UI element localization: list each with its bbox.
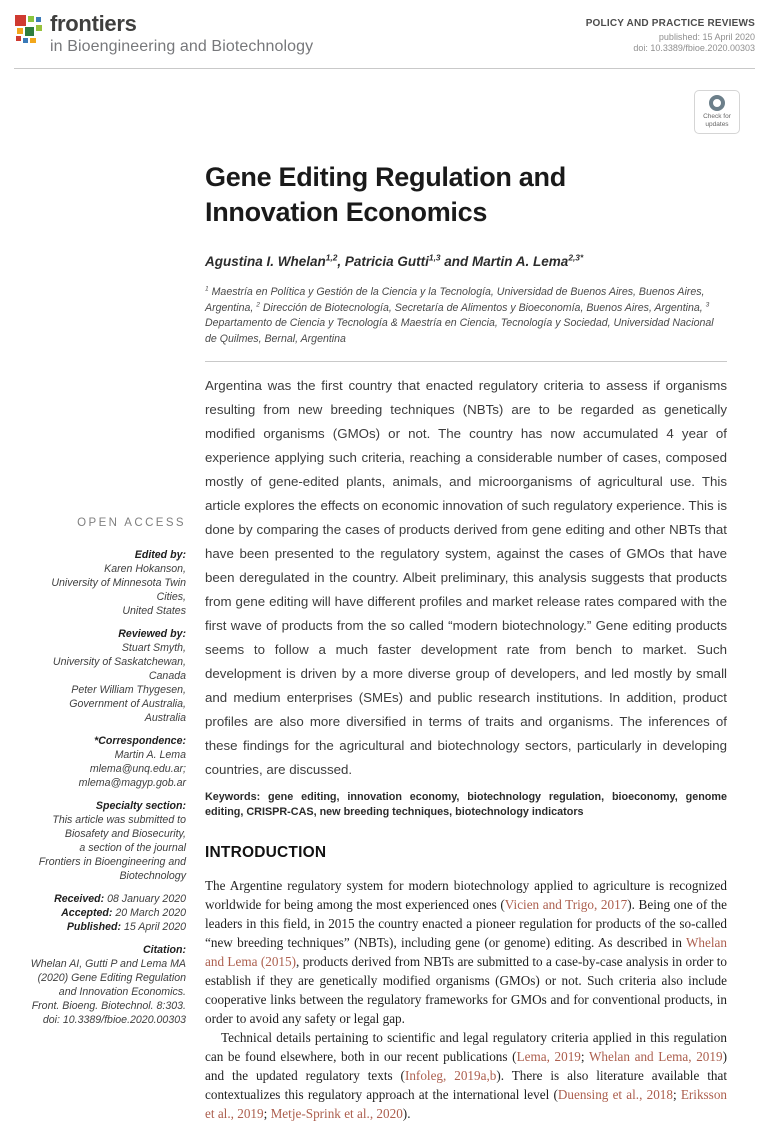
published-date (28, 920, 186, 934)
published-date: published: 15 April 2020 (658, 32, 755, 42)
received-date (28, 892, 186, 906)
abstract-text: Argentina was the first country that enacted regulatory criteria to assess if organisms resulting from new breeding techniques (NBTs) are to be regarded as genetically modified organisms (GMOs) or not. The country has now accumulated 4 year of experience applying such criteria, reaching a considerable number of cases, composed mostly of gene-edited plants, animals, and microorganisms of agricultural use. This article explores the effects on economic innovation of such regulatory experience. This is done by comparing the cases of products derived from gene editing and other NBTs that have been presented to the regulatory system, against the cases of GMOs that have been deregulated in the country. Albeit preliminary, this analysis suggests that products from gene editing will have different profiles and market release rates compared with the first wave of products from the so called “modern biotechnology.” Gene editing products seems to follow a much faster development rate from bench to market. Such development is driven by a more diverse group of developers, and led mostly by small and medium enterprises (SMEs) and public research institutions. In addition, product profiles are also more diversified in terms of traits and organisms. The inferences of these findings for the agricultural and biotechnology sectors, particularly in developing countries, are discussed. (205, 378, 727, 777)
accepted-value: 20 March 2020 (112, 907, 186, 919)
correspondence-name: Martin A. Lema (114, 749, 186, 761)
specialty-line: Biotechnology (119, 870, 186, 882)
reviewer-affiliation: Government of Australia, Australia (69, 698, 186, 724)
specialty-line: a section of the journal (79, 842, 186, 854)
intro-paragraph-2: Technical details pertaining to scientific and legal regulatory criteria applied in this regulation can be found elsewhere, both in our recent publications (Lema, 2019; Whelan and Lema, 2019) and the updated regulatory texts (Infoleg, 2019a,b). There is also literature available that contextualizes this regulatory approach at the international level (Duensing et al., 2018; Eriksson et al., 2019; Metje-Sprink et al., 2020). (205, 1030, 727, 1121)
citation-link[interactable]: Metje-Sprink et al., 2020 (270, 1106, 403, 1121)
citation-link[interactable]: Infoleg, 2019a,b (404, 1068, 497, 1083)
editor-affiliation: University of Minnesota Twin Cities, (51, 577, 186, 603)
specialty-line: This article was submitted to (52, 814, 186, 826)
authors-line: Agustina I. Whelan$^{1,2}$, Patricia Gutti$^{1,3}$ and Martin A. Lema$^{2,3*}$ (205, 252, 584, 269)
editor-country: United States (122, 605, 186, 617)
correspondence-email[interactable]: mlema@unq.edu.ar; (89, 763, 186, 775)
accepted-date (28, 906, 186, 920)
check-for-updates-badge[interactable] (694, 90, 740, 134)
correspondence-block (28, 734, 186, 790)
frontiers-logo (14, 12, 313, 57)
citation-link[interactable]: Lema, 2019 (516, 1049, 581, 1064)
published-value: 15 April 2020 (121, 921, 186, 933)
reviewed-by-block (28, 627, 186, 725)
citation-link[interactable]: Whelan and Lema, 2019 (588, 1049, 723, 1064)
citation-label: Citation: (143, 944, 186, 956)
keywords-line: Keywords: gene editing, innovation economy, biotechnology regulation, bioeconomy, genome editing, CRISPR-CAS, new breeding techniques, biotechnology indicators (205, 791, 727, 818)
correspondence-email[interactable]: mlema@magyp.gob.ar (78, 777, 186, 789)
affiliations: $^1$ Maestría en Política y Gestión de la Ciencia y la Tecnología, Universidad de Buenos Aires, Buenos Aires, Argentina, $^2$ Dirección de Biotecnología, Secretaría de Alimentos y Bioeconomía, Buenos Aires, Argentina, $^3$ Departamento de Ciencia y Tecnología & Maestría en Ciencia, Tecnología y Sociedad, Universidad Nacional de Quilmes, Bernal, Argentina (205, 285, 714, 345)
journal-name: in Bioengineering and Biotechnology (50, 38, 314, 55)
frontiers-brand: frontiers (50, 11, 137, 36)
citation-link[interactable]: Eriksson et al., 2019 (205, 1087, 727, 1121)
citation-doi[interactable]: doi: 10.3389/fbioe.2020.00303 (42, 1014, 186, 1026)
edited-by-block (28, 548, 186, 618)
received-value: 08 January 2020 (104, 893, 186, 905)
reviewer-name: Stuart Smyth, (121, 642, 186, 654)
specialty-line: Biosafety and Biosecurity, (64, 828, 186, 840)
specialty-line: Frontiers in Bioengineering and (38, 856, 186, 868)
citation-block (28, 943, 186, 1027)
frontiers-mosaic-icon (14, 14, 44, 44)
crossmark-icon (709, 95, 725, 111)
published-label: Published: (66, 921, 122, 933)
citation-line: (2020) Gene Editing Regulation (37, 972, 186, 984)
received-label: Received: (54, 893, 105, 905)
abstract-divider (205, 361, 727, 362)
citation-link[interactable]: Whelan and Lema (2015) (205, 935, 727, 969)
badge-text-line2: updates (705, 120, 729, 128)
citation-line: Front. Bioeng. Biotechnol. 8:303. (31, 1000, 186, 1012)
badge-text-line1: Check for (703, 113, 731, 120)
journal-header (14, 10, 755, 64)
reviewer-name: Peter William Thygesen, (71, 684, 186, 696)
article-meta-sidebar (28, 516, 186, 1036)
citation-link[interactable]: Duensing et al., 2018 (557, 1087, 673, 1102)
header-divider (14, 68, 755, 69)
citation-line: Whelan AI, Gutti P and Lema MA (30, 958, 186, 970)
citation-link[interactable]: Vicien and Trigo, 2017 (504, 897, 628, 912)
correspondence-label: *Correspondence: (94, 735, 186, 747)
editor-name: Karen Hokanson, (104, 563, 186, 575)
specialty-section-label: Specialty section: (95, 800, 186, 812)
article-main-column (205, 160, 727, 1123)
article-title: Gene Editing Regulation and Innovation Economics (205, 162, 566, 227)
specialty-section-block (28, 799, 186, 883)
doi-text[interactable]: doi: 10.3389/fbioe.2020.00303 (633, 43, 755, 53)
reviewed-by-label: Reviewed by: (118, 628, 186, 640)
edited-by-label: Edited by: (134, 549, 186, 561)
reviewer-affiliation: University of Saskatchewan, Canada (52, 656, 186, 682)
open-access-label: OPEN ACCESS (77, 517, 186, 529)
dates-block (28, 892, 186, 934)
citation-line: and Innovation Economics. (58, 986, 186, 998)
intro-paragraph-1: The Argentine regulatory system for modern biotechnology applied to agriculture is recognized worldwide for being among the most experienced ones (Vicien and Trigo, 2017). Being one of the leaders in this field, in 2015 the country enacted a pioneer regulation for products of the so-called “new breeding techniques” (NBTs), including gene (or genome) editing. As described in Whelan and Lema (2015), products derived from NBTs are submitted to a case-by-case analysis in order to establish if they are genetically modified organisms (GMOs) or not. Such criteria also include cooperative links between the regulatory frameworks for GMOs and for conventional products, in order to avoid any safety or legal gap. (205, 878, 728, 1026)
article-type-label: POLICY AND PRACTICE REVIEWS (585, 18, 755, 29)
introduction-heading: INTRODUCTION (205, 844, 327, 861)
accepted-label: Accepted: (61, 907, 113, 919)
